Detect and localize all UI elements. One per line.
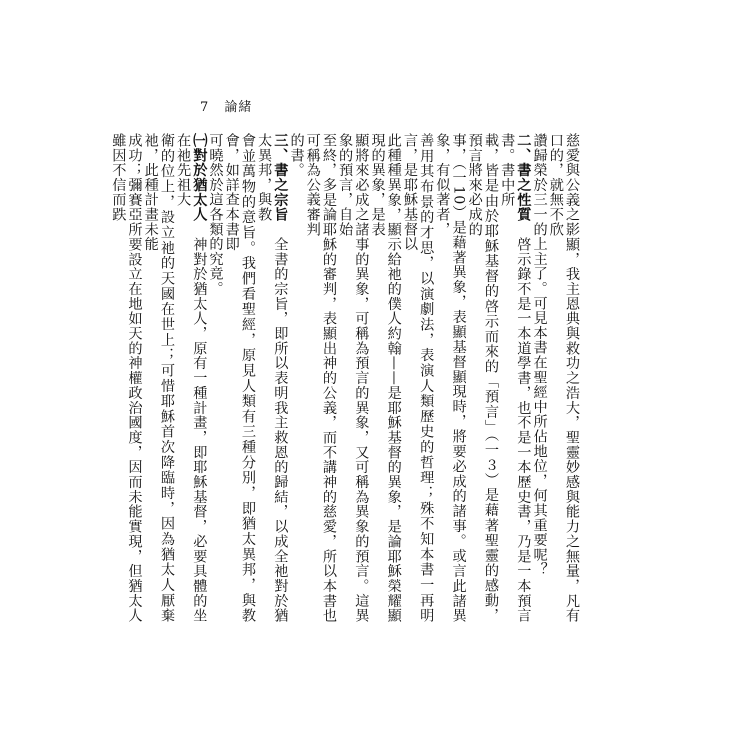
column-text: 可曉然於這各類的究竟。	[207, 133, 224, 296]
text-column	[305, 133, 337, 623]
text-column	[143, 133, 175, 623]
column-text: 此種種異象，顯示給祂的僕人約翰——是耶穌基督的異象，是論耶穌榮耀顯現的異象，是表	[369, 133, 402, 623]
text-column	[256, 133, 288, 623]
text-column	[110, 133, 142, 623]
running-header	[200, 96, 252, 115]
column-text: 事，（一10）是藉著異象，表顯基督顯現時，將要必成的諸事。或言此諸異象，有似著者，	[434, 133, 467, 623]
column-text: 顯將來必成之諸事的異象，可稱為預言的異象，又可稱為異象的預言。這異象的預言，自始	[337, 133, 370, 623]
text-column	[337, 133, 369, 623]
section-heading: 二、書之性質	[515, 133, 532, 223]
text-column	[499, 133, 531, 623]
column-text: 會並萬物的意旨。我們看聖經，原見人類有三種分別，即猶太異邦，與教會，如詳查本書即	[223, 133, 256, 623]
text-column	[288, 133, 304, 623]
page-number: 7	[200, 100, 210, 115]
text-column	[175, 133, 207, 623]
text-column	[207, 133, 223, 623]
text-column	[224, 133, 256, 623]
column-text: 衛的位上，設立祂的天國在世上；可惜耶穌首次降臨時，因為猶太人厭棄祂，此種計畫未能	[142, 133, 175, 623]
column-text: 載，皆是由於耶穌基督的啓示而來的「預言」（一３）是藉著聖靈的感動，預言將來必成的	[466, 133, 499, 623]
text-column	[467, 133, 499, 623]
column-text: 神對於猶太人，原有一種計畫，即耶穌基督，必要具體的坐在祂先祖大	[175, 133, 208, 623]
running-title: 論緒	[224, 100, 253, 115]
text-column	[402, 133, 434, 623]
column-text: 讚歸榮於三一的上主了。可見本書在聖經中所佔地位，何其重要呢？	[531, 133, 548, 577]
text-column	[548, 133, 580, 623]
text-column	[434, 133, 466, 623]
column-text: 啓示錄不是一本道學書，也不是一本歷史書，乃是一本預言書。書中所	[499, 133, 532, 623]
text-column	[369, 133, 401, 623]
section-heading: 三、書之宗旨	[272, 133, 289, 223]
column-text: 至終，多是論耶穌的審判，表顯出神的公義，而不講神的慈愛，所以本書也可稱為公義審判	[304, 133, 337, 623]
subsection-heading: ㈠對於猶太人	[191, 133, 208, 223]
column-text: 的書。	[288, 133, 305, 178]
column-text: 善用其布景的才思，以演劇法，表演人類歷史的哲理；殊不知本書一再明言，是耶穌基督以	[401, 133, 435, 623]
column-text: 成功；彌賽亞所要設立在地如天的神權政治國度，因而未能實現，但猶太人雖因不信而跌	[110, 133, 143, 623]
column-text: 全書的宗旨，即所以表明我主救恩的歸結，以成全祂對於猶太異邦，與教	[256, 133, 289, 623]
text-column	[531, 133, 547, 623]
vertical-text-body	[110, 133, 580, 623]
column-text: 慈愛與公義之影顯，我主恩典與救功之浩大，聖靈妙感與能力之無量，凡有口的，就無不欣	[547, 133, 580, 623]
